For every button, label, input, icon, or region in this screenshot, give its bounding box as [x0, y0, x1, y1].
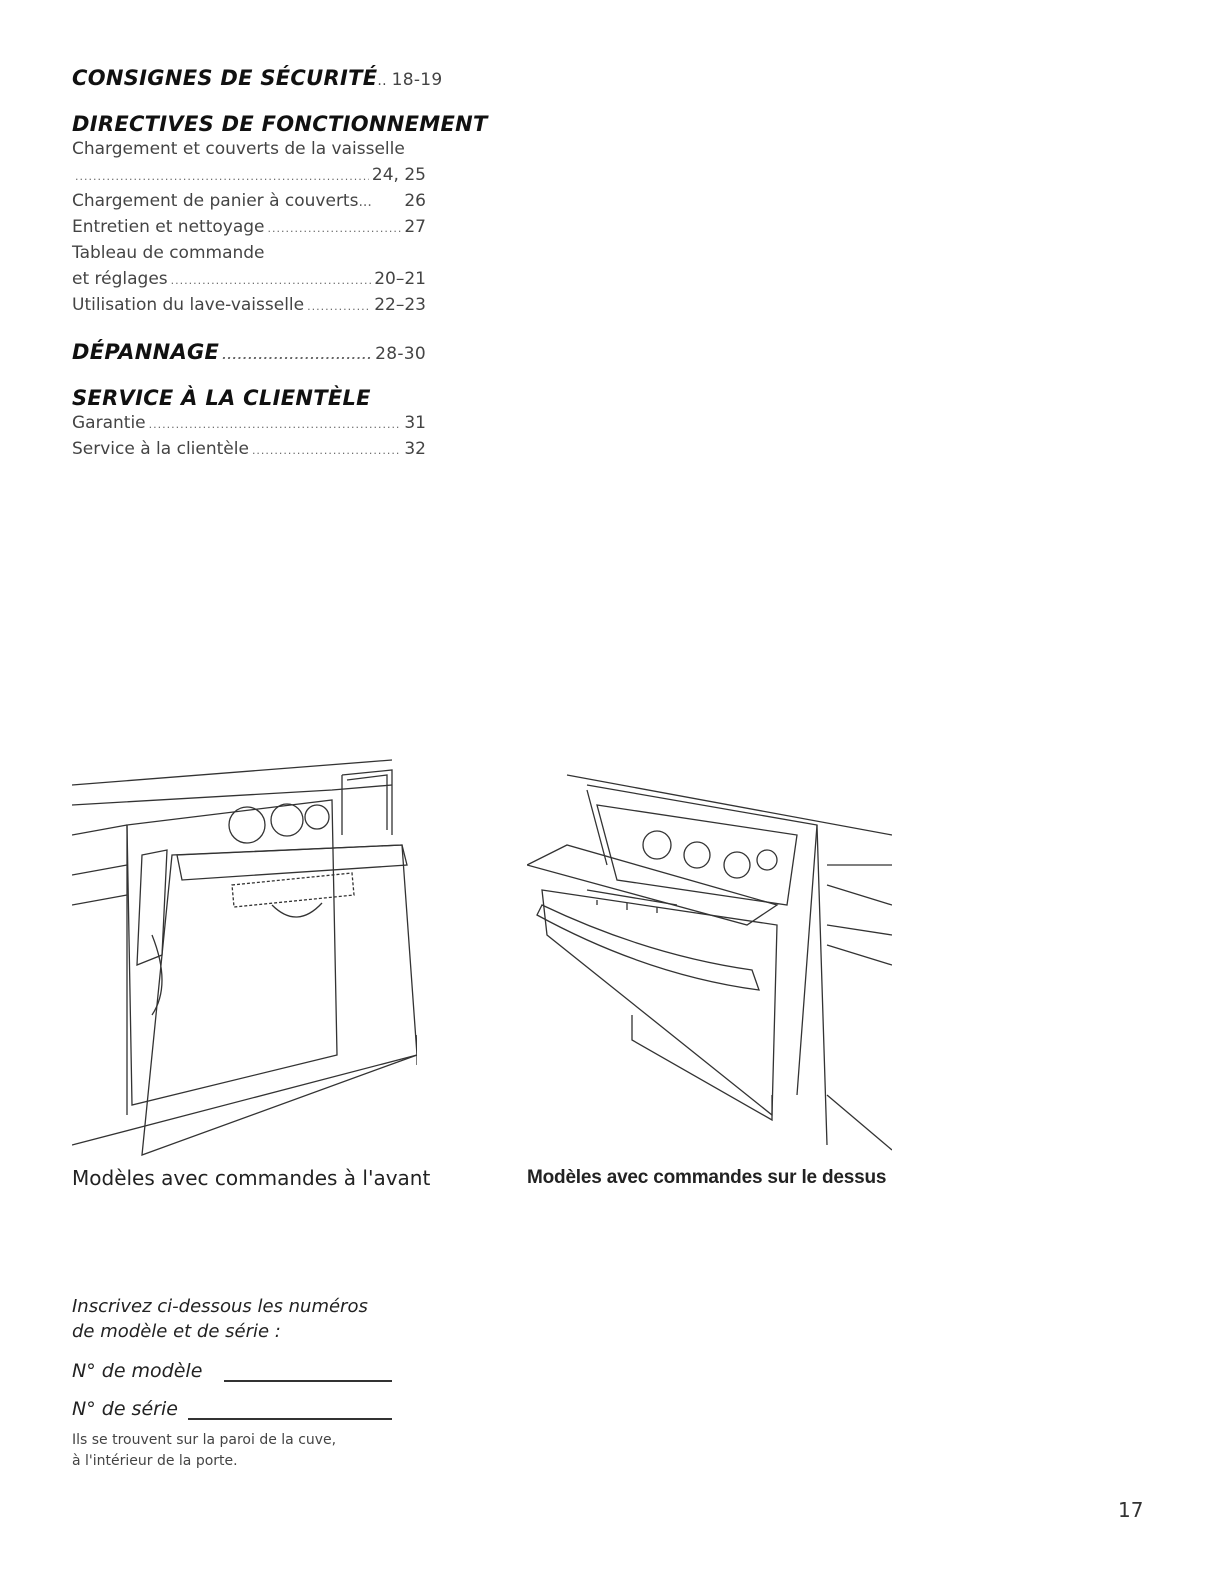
- page-number: 17: [1118, 1498, 1144, 1522]
- toc-item[interactable]: Tableau de commande: [72, 243, 265, 263]
- model-serial-form: [72, 1294, 392, 1472]
- toc-section-troubleshooting[interactable]: DÉPANNAGE ..... 28-30: [72, 340, 426, 364]
- toc-item[interactable]: Utilisation du lave-vaisselle ..... 22–23: [72, 292, 426, 318]
- toc-item[interactable]: et réglages ..... 20–21: [72, 266, 426, 292]
- front-control-caption: Modèles avec commandes à l'avant: [72, 1166, 431, 1190]
- top-control-caption: Modèles avec commandes sur le dessus: [527, 1167, 887, 1188]
- form-intro: Inscrivez ci-dessous les numéros: [72, 1296, 368, 1317]
- form-intro: de modèle et de série :: [72, 1321, 281, 1342]
- toc-item[interactable]: Chargement et couverts de la vaisselle: [72, 139, 405, 159]
- serial-number-line[interactable]: [188, 1398, 392, 1420]
- toc-section-safety[interactable]: CONSIGNES DE SÉCURITÉ .. 18-19: [72, 66, 443, 90]
- top-control-dishwasher-illustration: [527, 765, 892, 1165]
- toc-section-customer-service[interactable]: SERVICE À LA CLIENTÈLE: [72, 386, 371, 410]
- toc-section-operating[interactable]: DIRECTIVES DE FONCTIONNEMENT: [72, 112, 488, 136]
- note-line: à l'intérieur de la porte.: [72, 1453, 238, 1469]
- serial-number-field[interactable]: [72, 1382, 392, 1420]
- serial-number-label: N° de série: [72, 1398, 178, 1420]
- model-number-label: N° de modèle: [72, 1360, 203, 1382]
- toc-item[interactable]: Service à la clientèle ..... 32: [72, 436, 426, 462]
- toc-item-page[interactable]: ..... 24, 25: [72, 162, 426, 188]
- toc-item[interactable]: Entretien et nettoyage ..... 27: [72, 214, 426, 240]
- model-number-field[interactable]: [72, 1344, 392, 1382]
- model-number-line[interactable]: [224, 1360, 392, 1382]
- front-control-dishwasher-illustration: [72, 755, 417, 1165]
- toc-item[interactable]: Garantie ..... 31: [72, 410, 426, 436]
- toc-item[interactable]: Chargement de panier à couverts ... 26: [72, 191, 426, 211]
- note-line: Ils se trouvent sur la paroi de la cuve,: [72, 1432, 337, 1448]
- location-note: [72, 1430, 392, 1472]
- table-of-contents: [72, 66, 488, 462]
